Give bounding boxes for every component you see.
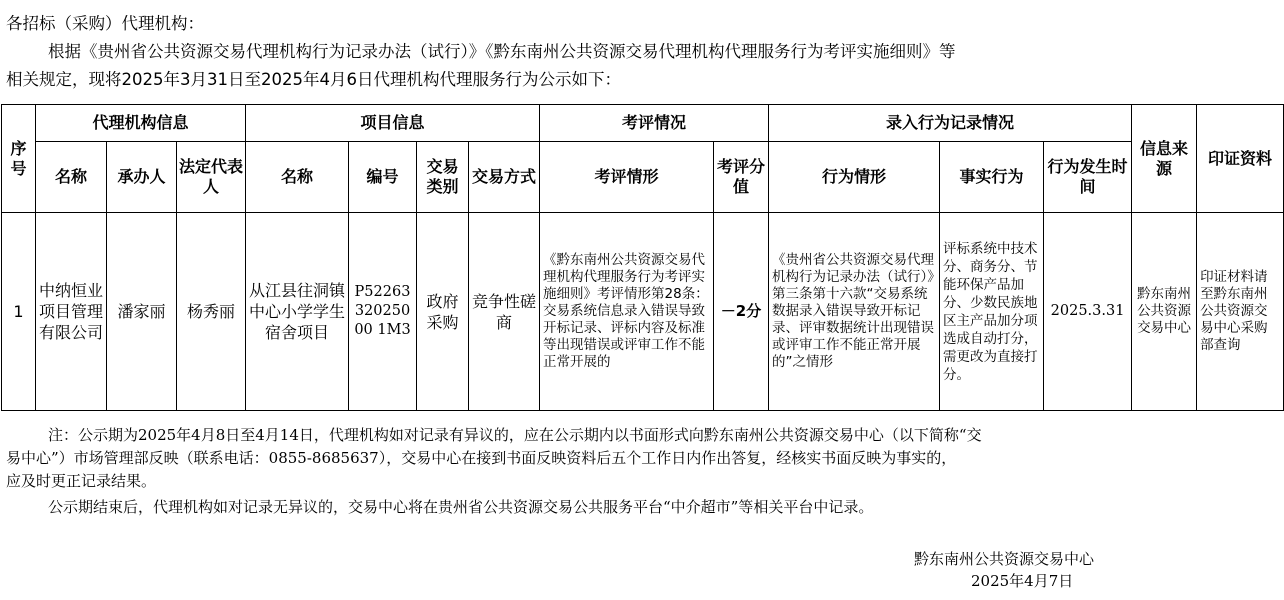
cell-handler: 潘家丽 — [107, 213, 177, 411]
agency-behavior-table — [1, 104, 1284, 411]
header-evaluation: 考评情况 — [540, 105, 769, 142]
signature-date: 2025年4月7日 — [971, 572, 1074, 590]
note-line-2: 易中心”）市场管理部反映（联系电话：0855-8685637），交易中心在接到书面反映资料后五个工作日内作出答复，经核实书面反映为事实的， — [6, 449, 957, 467]
header-project-info: 项目信息 — [246, 105, 540, 142]
cell-behavior-time: 2025.3.31 — [1044, 213, 1132, 411]
header-project-code: 编号 — [349, 142, 417, 213]
header-trade-method: 交易方式 — [469, 142, 540, 213]
header-legal-rep: 法定代表人 — [177, 142, 246, 213]
intro-paragraph-line-2: 相关规定，现将2025年3月31日至2025年4月6日代理机构代理服务行为公示如下： — [6, 70, 621, 89]
header-behavior-situation: 行为情形 — [769, 142, 940, 213]
greeting: 各招标（采购）代理机构： — [6, 14, 204, 33]
header-trade-type: 交易类别 — [417, 142, 469, 213]
header-project-name: 名称 — [246, 142, 349, 213]
cell-eval-situation: 《黔东南州公共资源交易代理机构代理服务行为考评实施细则》考评情形第28条：交易系统信息录入错误导致开标记录、评标内容及标准等出现错误或评审工作不能正常开展的 — [540, 213, 714, 411]
signature-org: 黔东南州公共资源交易中心 — [914, 550, 1095, 568]
table-header-row-sub — [2, 142, 1284, 213]
note-line-1: 注：公示期为2025年4月8日至4月14日，代理机构如对记录有异议的，应在公示期内以书面形式向黔东南州公共资源交易中心（以下简称“交 — [48, 426, 982, 444]
header-agency-info: 代理机构信息 — [36, 105, 246, 142]
cell-seq: 1 — [2, 213, 36, 411]
cell-evidence: 印证材料请至黔东南州公共资源交易中心采购部查询 — [1197, 213, 1284, 411]
header-behavior-record: 录入行为记录情况 — [769, 105, 1132, 142]
header-info-source: 信息来源 — [1132, 105, 1197, 213]
cell-info-source: 黔东南州公共资源交易中心 — [1132, 213, 1197, 411]
header-handler: 承办人 — [107, 142, 177, 213]
header-behavior-time: 行为发生时间 — [1044, 142, 1132, 213]
table-row — [2, 213, 1284, 411]
header-eval-situation: 考评情形 — [540, 142, 714, 213]
cell-agency-name: 中纳恒业项目管理有限公司 — [36, 213, 107, 411]
table-header-row-group — [2, 105, 1284, 142]
cell-project-name: 从江县往洞镇中心小学学生宿舍项目 — [246, 213, 349, 411]
note-line-4: 公示期结束后，代理机构如对记录无异议的，交易中心将在贵州省公共资源交易公共服务平台“中介超市”等相关平台中记录。 — [48, 498, 874, 516]
cell-legal-rep: 杨秀丽 — [177, 213, 246, 411]
header-evidence: 印证资料 — [1197, 105, 1284, 213]
note-line-3: 应及时更正记录结果。 — [6, 472, 157, 490]
header-agency-name: 名称 — [36, 142, 107, 213]
cell-trade-type: 政府采购 — [417, 213, 469, 411]
header-eval-score: 考评分值 — [714, 142, 769, 213]
cell-fact-behavior: 评标系统中技术分、商务分、节能环保产品加分、少数民族地区主产品加分项选成自动打分，需更改为直接打分。 — [940, 213, 1044, 411]
header-seq: 序号 — [2, 105, 36, 213]
header-fact-behavior: 事实行为 — [940, 142, 1044, 213]
cell-eval-score: －2分 — [714, 213, 769, 411]
intro-paragraph-line-1: 根据《贵州省公共资源交易代理机构行为记录办法（试行）》《黔东南州公共资源交易代理机构代理服务行为考评实施细则》等 — [48, 42, 956, 61]
cell-behavior-situation: 《贵州省公共资源交易代理机构行为记录办法（试行）》第三条第十六款“交易系统数据录入错误导致开标记录、评审数据统计出现错误或评审工作不能正常开展的”之情形 — [769, 213, 940, 411]
cell-project-code: P5226332025000 1M3 — [349, 213, 417, 411]
cell-trade-method: 竞争性磋商 — [469, 213, 540, 411]
